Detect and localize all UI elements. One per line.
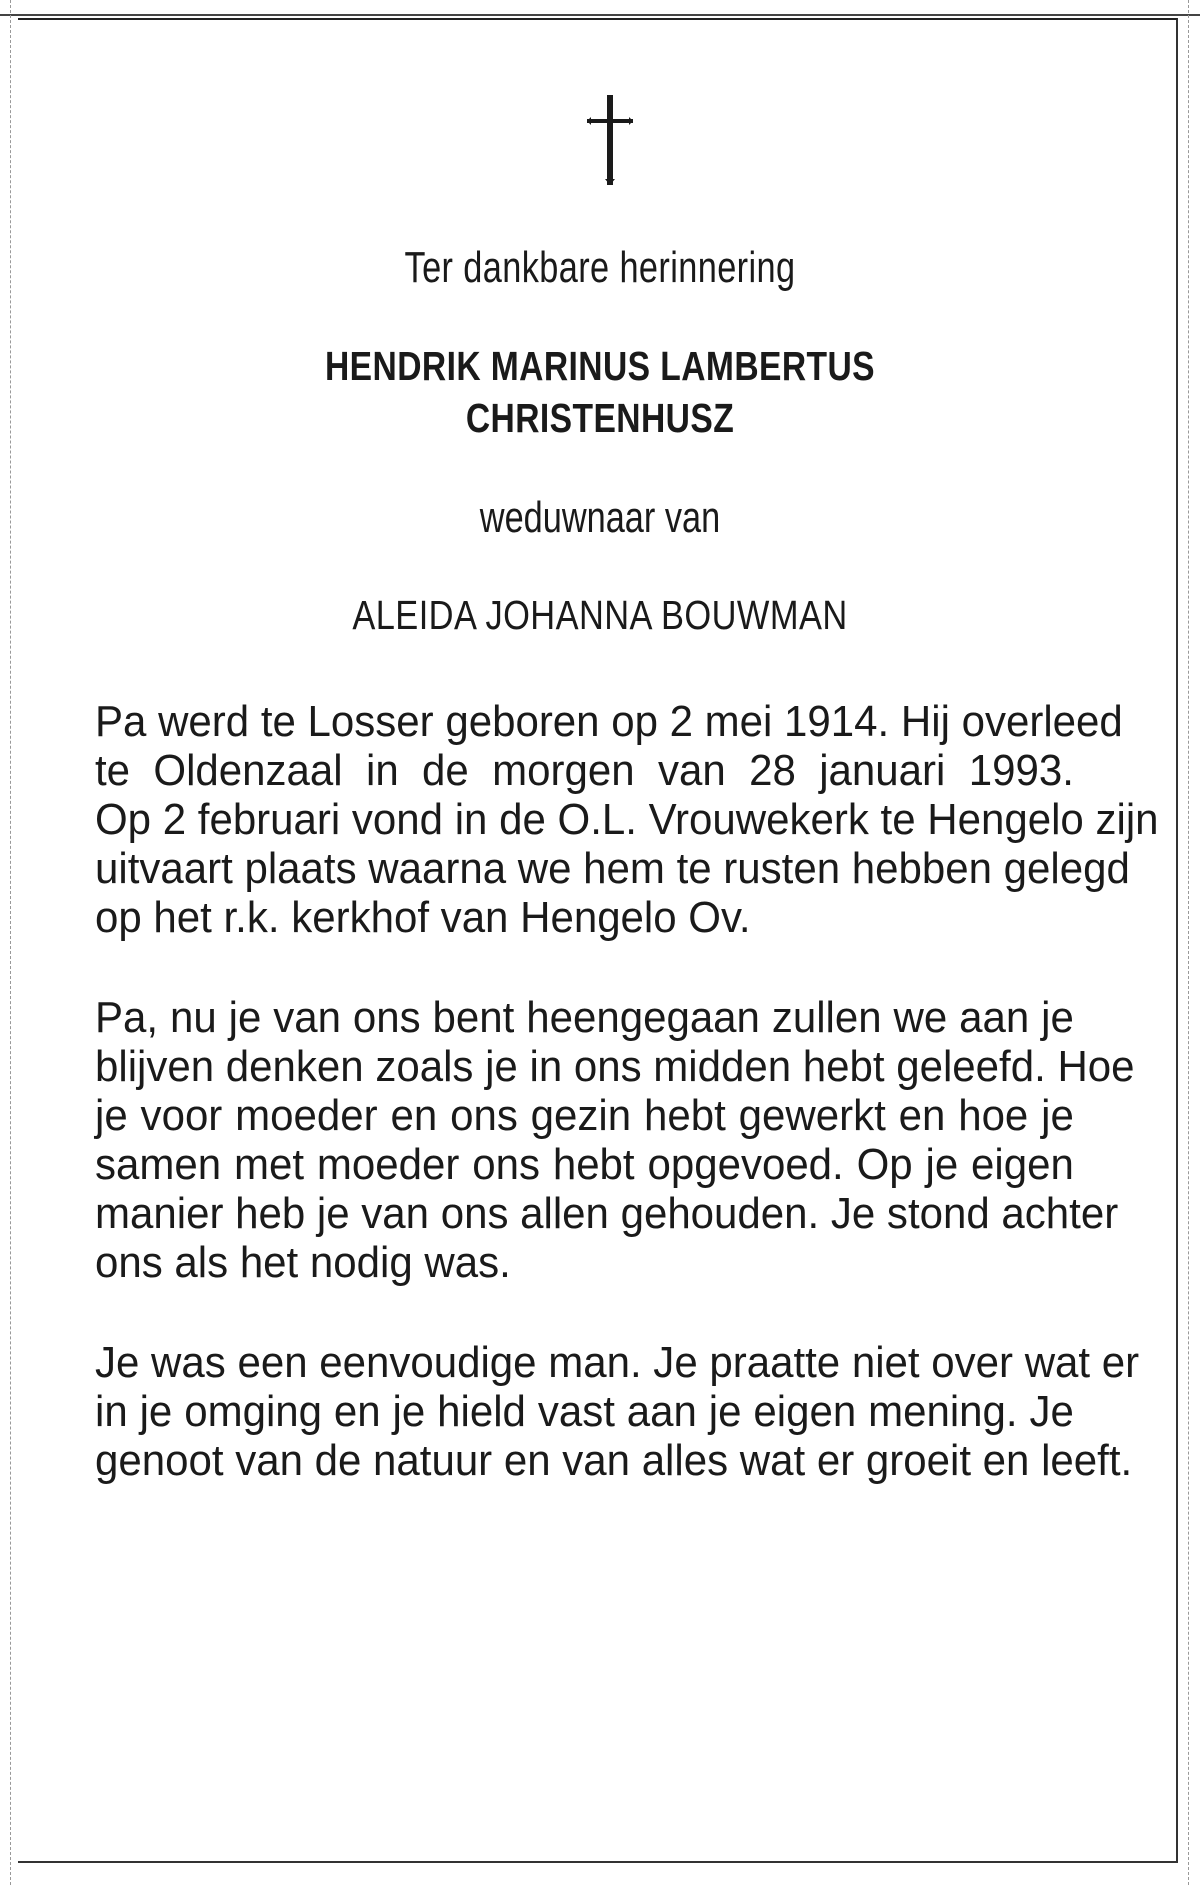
- scan-edge-left: [10, 0, 11, 1885]
- deceased-name-line-2: CHRISTENHUSZ: [465, 395, 735, 441]
- text-line: in je omging en je hield vast aan je eigen mening. Je: [95, 1387, 1074, 1436]
- text-line: Je was een eenvoudige man. Je praatte niet over wat er: [95, 1338, 1140, 1387]
- text-line: samen met moeder ons hebt opgevoed. Op je eigen: [95, 1140, 1074, 1189]
- text-line: Pa, nu je van ons bent heengegaan zullen we aan je: [95, 993, 1074, 1042]
- text-line: genoot van de natuur en van alles wat er groeit en leeft.: [95, 1436, 1133, 1485]
- text-line: Pa werd te Losser geboren op 2 mei 1914. Hij overleed: [95, 697, 1123, 746]
- text-line: te Oldenzaal in de morgen van 28 januari 1993.: [95, 746, 1074, 795]
- text-line: blijven denken zoals je in ons midden hebt geleefd. Hoe: [95, 1042, 1135, 1091]
- deceased-name-line-1: HENDRIK MARINUS LAMBERTUS: [324, 343, 876, 389]
- spouse-name: ALEIDA JOHANNA BOUWMAN: [352, 592, 848, 638]
- scan-edge-top: [0, 14, 1200, 16]
- text-line: op het r.k. kerkhof van Hengelo Ov.: [95, 893, 751, 942]
- text-line: uitvaart plaats waarna we hem te rusten hebben gelegd: [95, 844, 1130, 893]
- intro-text: Ter dankbare herinnering: [404, 243, 796, 292]
- relation-text: weduwnaar van: [479, 493, 721, 542]
- text-line: Op 2 februari vond in de O.L. Vrouwekerk te Hengelo zijn: [95, 795, 1159, 844]
- text-line: manier heb je van ons allen gehouden. Je stond achter: [95, 1189, 1119, 1238]
- text-line: ons als het nodig was.: [95, 1238, 511, 1287]
- cross-icon: [585, 95, 635, 185]
- scan-edge-right: [1188, 0, 1189, 1885]
- text-line: je voor moeder en ons gezin hebt gewerkt en hoe je: [95, 1091, 1074, 1140]
